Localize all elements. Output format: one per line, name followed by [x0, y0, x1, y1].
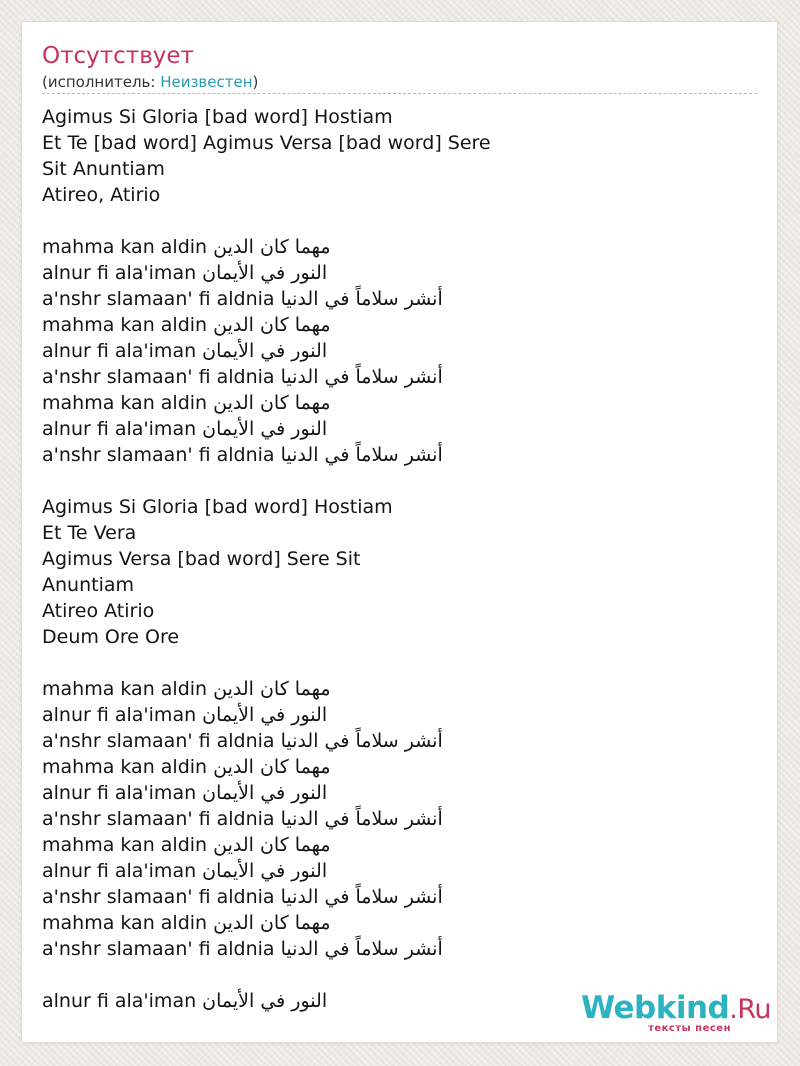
header-divider — [42, 93, 757, 94]
lyric-translit: Agimus Versa [bad word] Sere Sit — [42, 548, 361, 570]
lyric-translit: mahma kan aldin — [42, 834, 208, 856]
lyric-arabic: أنشر سلاماً في الدنيا — [280, 808, 443, 830]
lyric-translit: Et Te [bad word] Agimus Versa [bad word] Sere — [42, 132, 491, 154]
lyric-translit: a'nshr slamaan' fi aldnia — [42, 808, 275, 830]
lyric-arabic: النور في الأيمان — [202, 418, 328, 440]
logo-brand: Webkind — [580, 990, 730, 1026]
lyric-translit: mahma kan aldin — [42, 392, 208, 414]
lyric-arabic: النور في الأيمان — [202, 704, 328, 726]
lyric-translit: a'nshr slamaan' fi aldnia — [42, 730, 275, 752]
lyric-translit: Agimus Si Gloria [bad word] Hostiam — [42, 106, 393, 128]
lyric-arabic: مهما كان الدين — [213, 834, 331, 856]
lyric-line — [42, 286, 491, 312]
lyric-line — [42, 702, 491, 728]
lyric-arabic: النور في الأيمان — [202, 340, 328, 362]
lyric-line — [42, 338, 491, 364]
lyric-translit: Et Te Vera — [42, 522, 137, 544]
lyric-line — [42, 182, 491, 208]
lyric-translit: Sit Anuntiam — [42, 158, 165, 180]
lyric-translit: Atireo, Atirio — [42, 184, 161, 206]
lyric-arabic: مهما كان الدين — [213, 678, 331, 700]
lyric-translit: alnur fi ala'iman — [42, 704, 197, 726]
artist-suffix: ) — [252, 73, 259, 91]
lyric-arabic: أنشر سلاماً في الدنيا — [280, 886, 443, 908]
lyric-line — [42, 858, 491, 884]
lyric-line — [42, 520, 491, 546]
lyric-translit: a'nshr slamaan' fi aldnia — [42, 886, 275, 908]
lyric-line — [42, 442, 491, 468]
lyric-translit: alnur fi ala'iman — [42, 860, 197, 882]
lyric-line — [42, 624, 491, 650]
lyric-line — [42, 156, 491, 182]
lyric-arabic: مهما كان الدين — [213, 314, 331, 336]
lyric-arabic: مهما كان الدين — [213, 236, 331, 258]
lyric-line — [42, 728, 491, 754]
artist-prefix: (исполнитель: — [42, 73, 161, 91]
lyric-arabic: مهما كان الدين — [213, 912, 331, 934]
artist-link[interactable]: Неизвестен — [160, 73, 253, 91]
stanza-break — [42, 650, 491, 676]
lyrics-text — [42, 104, 491, 1014]
lyric-translit: mahma kan aldin — [42, 756, 208, 778]
lyric-arabic: أنشر سلاماً في الدنيا — [280, 938, 443, 960]
lyric-translit: a'nshr slamaan' fi aldnia — [42, 288, 275, 310]
lyric-translit: alnur fi ala'iman — [42, 782, 197, 804]
lyric-arabic: النور في الأيمان — [202, 782, 328, 804]
lyric-translit: mahma kan aldin — [42, 912, 208, 934]
lyric-translit: alnur fi ala'iman — [42, 340, 197, 362]
logo-tld: .Ru — [729, 994, 771, 1025]
song-title: Отсутствует — [42, 43, 194, 69]
lyric-arabic: النور في الأيمان — [202, 990, 328, 1012]
lyric-line — [42, 130, 491, 156]
lyric-translit: a'nshr slamaan' fi aldnia — [42, 444, 275, 466]
lyrics-card — [22, 22, 777, 1042]
lyric-line — [42, 312, 491, 338]
lyric-translit: Anuntiam — [42, 574, 135, 596]
lyric-translit: a'nshr slamaan' fi aldnia — [42, 938, 275, 960]
lyric-translit: mahma kan aldin — [42, 678, 208, 700]
lyric-line — [42, 936, 491, 962]
lyric-arabic: أنشر سلاماً في الدنيا — [280, 288, 443, 310]
lyric-line — [42, 832, 491, 858]
lyric-line — [42, 364, 491, 390]
stanza-break — [42, 962, 491, 988]
lyric-line — [42, 390, 491, 416]
logo-tagline: тексты песен — [648, 1023, 731, 1034]
lyric-line — [42, 260, 491, 286]
lyric-line — [42, 910, 491, 936]
lyric-arabic: النور في الأيمان — [202, 860, 328, 882]
lyric-line — [42, 780, 491, 806]
lyric-arabic: أنشر سلاماً في الدنيا — [280, 444, 443, 466]
lyric-line — [42, 598, 491, 624]
lyric-line — [42, 884, 491, 910]
lyric-translit: Atireo Atirio — [42, 600, 155, 622]
stanza-break — [42, 468, 491, 494]
lyric-line — [42, 546, 491, 572]
lyric-translit: mahma kan aldin — [42, 236, 208, 258]
artist-line — [42, 73, 258, 91]
lyric-line — [42, 572, 491, 598]
lyric-line — [42, 234, 491, 260]
lyric-arabic: أنشر سلاماً في الدنيا — [280, 730, 443, 752]
lyric-line — [42, 754, 491, 780]
lyric-arabic: مهما كان الدين — [213, 392, 331, 414]
lyric-translit: mahma kan aldin — [42, 314, 208, 336]
lyric-translit: alnur fi ala'iman — [42, 418, 197, 440]
lyric-translit: a'nshr slamaan' fi aldnia — [42, 366, 275, 388]
lyric-line — [42, 104, 491, 130]
lyric-line — [42, 988, 491, 1014]
lyric-line — [42, 806, 491, 832]
lyric-arabic: أنشر سلاماً في الدنيا — [280, 366, 443, 388]
lyric-line — [42, 416, 491, 442]
lyric-translit: Agimus Si Gloria [bad word] Hostiam — [42, 496, 393, 518]
site-logo[interactable] — [571, 990, 771, 1040]
lyric-translit: alnur fi ala'iman — [42, 990, 197, 1012]
lyric-translit: Deum Ore Ore — [42, 626, 180, 648]
lyric-translit: alnur fi ala'iman — [42, 262, 197, 284]
lyric-line — [42, 494, 491, 520]
lyric-arabic: النور في الأيمان — [202, 262, 328, 284]
lyric-line — [42, 676, 491, 702]
stanza-break — [42, 208, 491, 234]
lyric-arabic: مهما كان الدين — [213, 756, 331, 778]
